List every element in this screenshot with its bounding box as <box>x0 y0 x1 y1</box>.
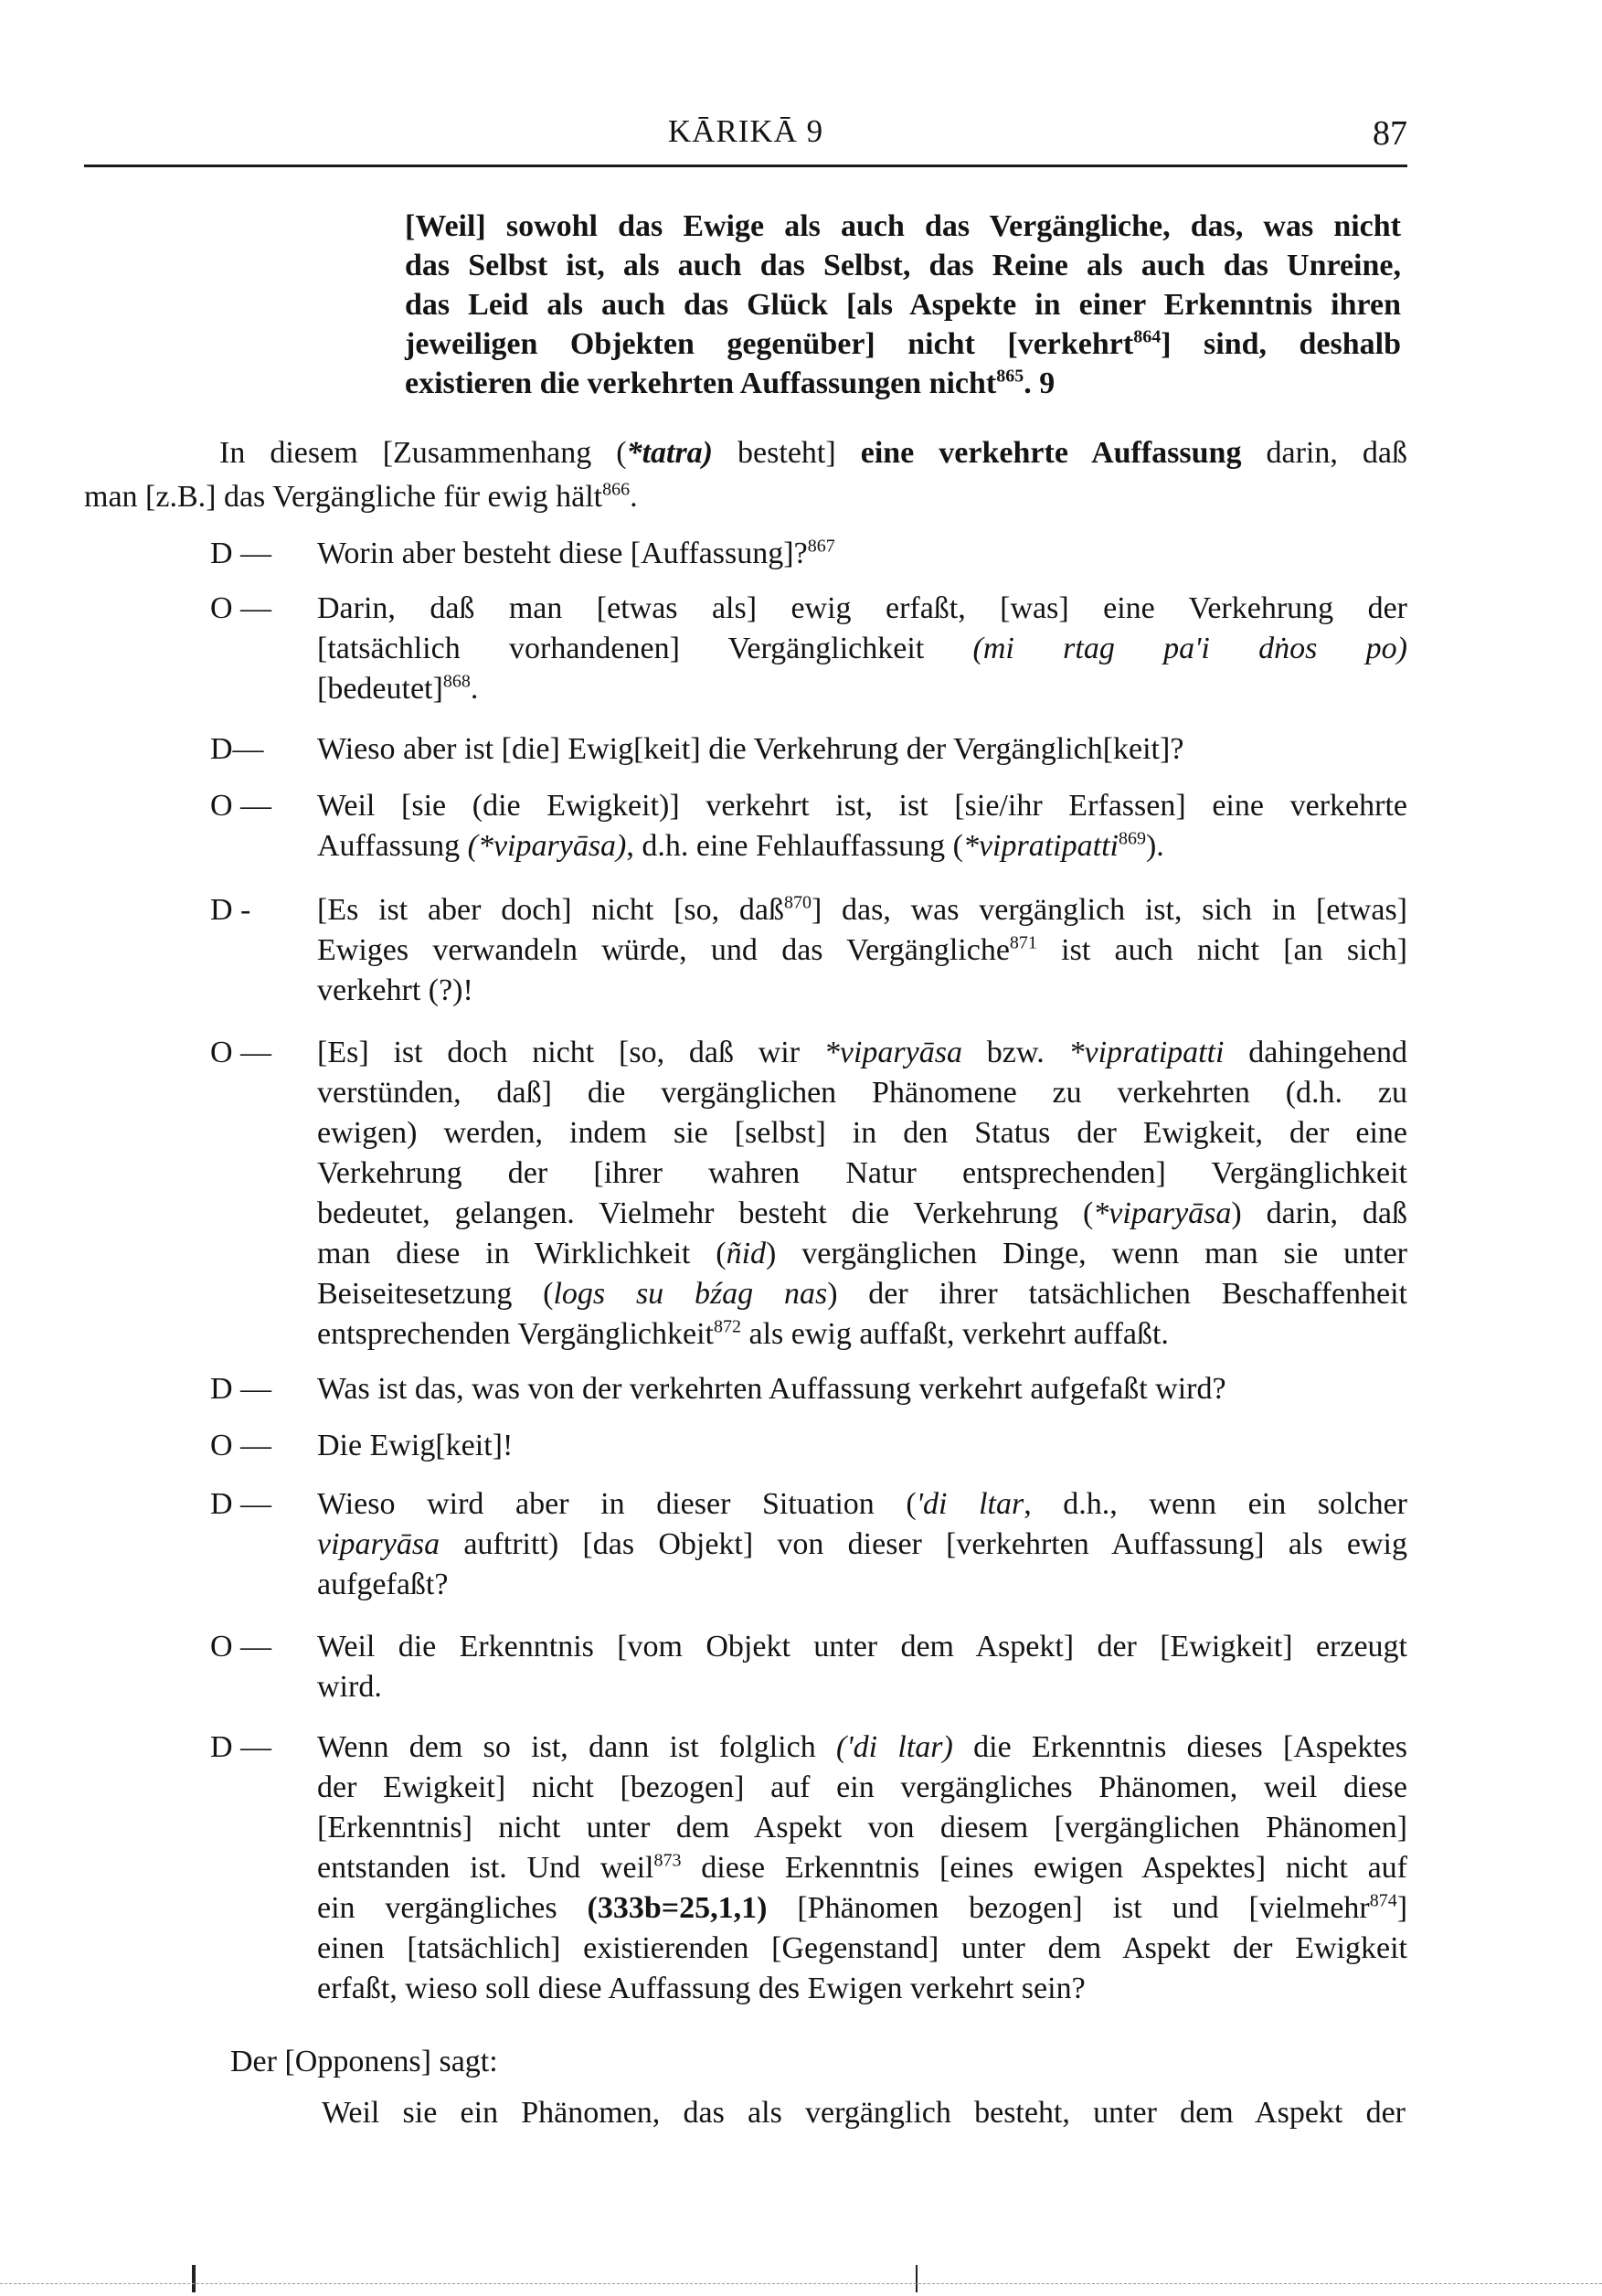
entry-text <box>317 1727 1407 2009</box>
footnote-ref: 865 <box>996 366 1024 387</box>
text-line: verkehrt (?)! <box>317 973 473 1007</box>
sanskrit-term: *vipratipatti <box>962 829 1119 863</box>
text: , d.h. eine Fehlauffassung ( <box>626 829 963 863</box>
footnote-ref: 864 <box>1133 326 1162 347</box>
text: die Erkenntnis dieses [Aspektes <box>952 1730 1407 1764</box>
text-line <box>317 534 1407 574</box>
text-line: verstünden, daß] die vergänglichen Phänomene zu verkehrten (d.h. zu <box>317 1076 1407 1110</box>
footnote-ref: 872 <box>713 1316 741 1337</box>
text-line: erfaßt, wieso soll diese Auffassung des Ewigen verkehrt sein? <box>317 1972 1086 2005</box>
text-line: der Ewigkeit] nicht [bezogen] auf ein vergängliches Phänomen, weil diese <box>317 1770 1407 1804</box>
text-line: Darin, daß man [etwas als] ewig erfaßt, [was] eine Verkehrung der <box>317 591 1407 625</box>
text: entsprechenden Vergänglichkeit <box>317 1317 714 1351</box>
text-line <box>317 629 1407 669</box>
sanskrit-term: *tatra) <box>626 436 714 470</box>
sanskrit-term: *viparyāsa <box>1093 1196 1232 1230</box>
footnote-ref: 866 <box>602 479 631 500</box>
text: ) darin, daß <box>1231 1196 1407 1230</box>
text: man [z.B.] das Vergängliche für ewig hält <box>84 480 603 514</box>
text-line: wird. <box>317 1670 382 1704</box>
text-line <box>317 1727 1407 1768</box>
text: Beiseitesetzung ( <box>317 1277 554 1311</box>
page-number: 87 <box>1373 114 1407 153</box>
footnote-ref: 869 <box>1118 828 1146 849</box>
text: besteht] <box>713 436 861 470</box>
sanskrit-term: (*viparyāsa) <box>467 829 627 863</box>
text: . <box>630 480 638 514</box>
text: diese Erkenntnis [eines ewigen Aspektes] nicht auf <box>681 1851 1408 1885</box>
text: ist auch nicht [an sich] <box>1036 933 1407 967</box>
tibetan-term: ñid <box>726 1237 767 1270</box>
entry-text <box>317 1426 1407 1466</box>
footnote-ref: 867 <box>807 536 835 557</box>
text: [Es ist aber doch] nicht [so, daß <box>317 893 784 927</box>
text-line: Die Ewig[keit]! <box>317 1429 514 1462</box>
scan-artifact <box>192 2265 196 2292</box>
text-line <box>317 890 1407 930</box>
running-title: KĀRIKĀ 9 <box>667 113 824 149</box>
text: . <box>470 672 479 706</box>
tibetan-term: logs su bźag nas <box>553 1277 828 1311</box>
speaker-label: D— <box>210 732 264 766</box>
scan-edge <box>0 2283 1602 2284</box>
text-line: ewigen) werden, indem sie [selbst] in den Status der Ewigkeit, der eine <box>317 1116 1407 1150</box>
verse-line: [Weil] sowohl das Ewige als auch das Vergängliche, das, was nicht <box>405 209 1401 243</box>
text: ). <box>1145 829 1164 863</box>
sanskrit-term: *vipratipatti <box>1068 1036 1225 1069</box>
page-reference: (333b=25,1,1) <box>587 1891 768 1925</box>
speaker-label: D — <box>210 1730 272 1764</box>
text: Wenn dem so ist, dann ist folglich <box>317 1730 837 1764</box>
text-line <box>317 1484 1407 1525</box>
footnote-ref: 868 <box>442 671 471 692</box>
text-line: Was ist das, was von der verkehrten Auffassung verkehrt aufgefaßt wird? <box>317 1372 1226 1406</box>
header-rule <box>84 165 1407 167</box>
text: In diesem [Zusammenhang ( <box>219 436 627 470</box>
closing-line: Weil sie ein Phänomen, das als vergänglich besteht, unter dem Aspekt der <box>322 2096 1406 2130</box>
speaker-label: O — <box>210 1429 272 1462</box>
verse-block <box>405 207 1401 403</box>
text-line <box>317 1525 1407 1565</box>
sanskrit-term: viparyāsa <box>317 1527 440 1561</box>
verse-line <box>405 324 1401 364</box>
verse-line-text: ] sind, deshalb <box>1161 327 1401 361</box>
opponent-intro: Der [Opponens] sagt: <box>230 2045 498 2078</box>
verse-line-text: existieren die verkehrten Auffassungen nicht <box>405 367 997 400</box>
footnote-ref: 873 <box>653 1850 682 1871</box>
text-line: [Erkenntnis] nicht unter dem Aspekt von diesem [vergänglichen Phänomen] <box>317 1811 1407 1844</box>
speaker-label: O — <box>210 591 272 625</box>
text-line <box>317 1194 1407 1234</box>
entry-text <box>317 729 1407 770</box>
verse-line <box>405 364 1401 403</box>
speaker-label: O — <box>210 789 272 823</box>
text-line <box>317 1234 1407 1274</box>
text: [Es] ist doch nicht [so, daß wir <box>317 1036 824 1069</box>
text-line <box>317 1033 1407 1073</box>
entry-text <box>317 1369 1407 1409</box>
verse-line-text: jeweiligen Objekten gegenüber] nicht [verkehrt <box>405 327 1134 361</box>
speaker-label: D — <box>210 1372 272 1406</box>
text-line: Verkehrung der [ihrer wahren Natur entsprechenden] Vergänglichkeit <box>317 1156 1407 1190</box>
text: [bedeutet] <box>317 672 443 706</box>
bold-term: eine verkehrte Auffassung <box>860 436 1242 470</box>
text: [tatsächlich vorhandenen] Vergänglichkeit <box>317 632 973 665</box>
footnote-ref: 870 <box>783 892 812 913</box>
intro-line <box>84 431 1407 475</box>
text: [Phänomen bezogen] ist und [vielmehr <box>767 1891 1370 1925</box>
entry-text <box>317 1484 1407 1605</box>
text-line <box>317 1848 1407 1888</box>
tibetan-term: 'di ltar <box>916 1487 1024 1521</box>
speaker-label: D — <box>210 537 272 570</box>
text: ) vergänglichen Dinge, wenn man sie unter <box>766 1237 1408 1270</box>
text-line <box>317 1888 1407 1929</box>
text: bedeutet, gelangen. Vielmehr besteht die Verkehrung ( <box>317 1196 1094 1230</box>
intro-paragraph <box>84 431 1407 519</box>
text: ] <box>1396 1891 1408 1925</box>
verse-line: das Selbst ist, als auch das Selbst, das Reine als auch das Unreine, <box>405 249 1401 282</box>
footnote-ref: 874 <box>1369 1890 1397 1911</box>
entry-text <box>317 786 1407 866</box>
sanskrit-term: *viparyāsa <box>823 1036 962 1069</box>
text: Auffassung <box>317 829 468 863</box>
text-line: aufgefaßt? <box>317 1568 449 1601</box>
text-line <box>317 1314 1407 1355</box>
text: bzw. <box>961 1036 1069 1069</box>
text: Worin aber besteht diese [Auffassung]? <box>317 537 808 570</box>
verse-line-text: . 9 <box>1024 367 1056 400</box>
entry-text <box>317 1033 1407 1355</box>
text-line <box>317 1274 1407 1314</box>
text-line: Wieso aber ist [die] Ewig[keit] die Verkehrung der Vergänglich[keit]? <box>317 732 1184 766</box>
text-line: einen [tatsächlich] existierenden [Gegenstand] unter dem Aspekt der Ewigkeit <box>317 1931 1407 1965</box>
entry-text <box>317 534 1407 574</box>
entry-text <box>317 890 1407 1011</box>
running-header <box>84 113 1407 165</box>
text-line: Weil die Erkenntnis [vom Objekt unter dem Aspekt] der [Ewigkeit] erzeugt <box>317 1630 1407 1664</box>
speaker-label: O — <box>210 1630 272 1664</box>
entry-text <box>317 1627 1407 1707</box>
tibetan-term: (mi rtag pa'i dṅos po) <box>972 632 1407 665</box>
text: ] das, was vergänglich ist, sich in [etwas] <box>811 893 1407 927</box>
speaker-label: D — <box>210 1487 272 1521</box>
text: ein vergängliches <box>317 1891 588 1925</box>
text-line <box>317 826 1407 866</box>
text: als ewig auffaßt, verkehrt auffaßt. <box>740 1317 1169 1351</box>
entry-text <box>317 589 1407 709</box>
text: auftritt) [das Objekt] von dieser [verkehrten Auffassung] als ewig <box>440 1527 1407 1561</box>
text: darin, daß <box>1241 436 1407 470</box>
verse-line: das Leid als auch das Glück [als Aspekte in einer Erkenntnis ihren <box>405 288 1401 322</box>
speaker-label: O — <box>210 1036 272 1069</box>
text: ) der ihrer tatsächlichen Beschaffenheit <box>827 1277 1407 1311</box>
text-line <box>317 930 1407 971</box>
text: man diese in Wirklichkeit ( <box>317 1237 727 1270</box>
scan-artifact <box>916 2265 918 2292</box>
text: , d.h., wenn ein solcher <box>1024 1487 1407 1521</box>
footnote-ref: 871 <box>1009 932 1037 953</box>
text-line <box>317 669 1407 709</box>
text-line: Weil [sie (die Ewigkeit)] verkehrt ist, ist [sie/ihr Erfassen] eine verkehrte <box>317 789 1407 823</box>
text: Ewiges verwandeln würde, und das Vergängliche <box>317 933 1010 967</box>
text: entstanden ist. Und weil <box>317 1851 654 1885</box>
speaker-label: D - <box>210 893 251 927</box>
text: dahingehend <box>1224 1036 1408 1069</box>
tibetan-term: ('di ltar) <box>836 1730 953 1764</box>
text: Wieso wird aber in dieser Situation ( <box>317 1487 917 1521</box>
intro-line <box>84 475 1407 519</box>
